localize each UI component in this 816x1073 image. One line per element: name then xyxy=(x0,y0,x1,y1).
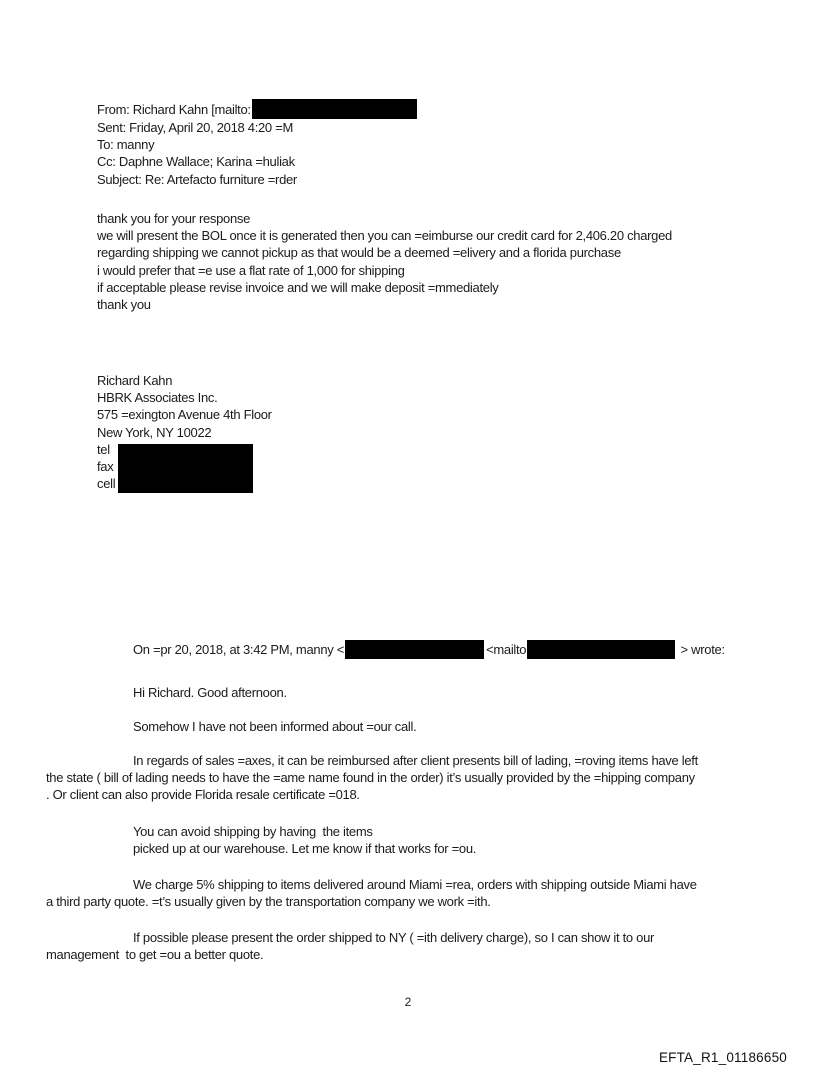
quoted-attribution-line xyxy=(133,640,725,659)
signature-tel-label: tel xyxy=(97,441,110,457)
quoted-paragraph-ny-quote-line: management to get =ou a better quote. xyxy=(46,947,264,962)
quoted-paragraph-avoid-shipping-line: You can avoid shipping by having the items xyxy=(133,824,373,839)
body-line: thank you for your response xyxy=(97,211,251,226)
header-subject-line: Subject: Re: Artefacto furniture =rder xyxy=(97,171,297,187)
page-number: 2 xyxy=(404,995,412,1009)
redaction-sender-email xyxy=(345,640,484,659)
header-from-line xyxy=(97,99,417,119)
redaction-from-email-address xyxy=(252,99,417,119)
header-cc-line: Cc: Daphne Wallace; Karina =huliak xyxy=(97,154,295,170)
signature-name: Richard Kahn xyxy=(97,373,173,388)
body-line: i would prefer that =e use a flat rate of 1,000 for shipping xyxy=(97,262,405,278)
body-line: we will present the BOL once it is generated then you can =eimburse our credit card for 2,406.20 charged xyxy=(97,228,672,244)
quoted-paragraph-ny-quote-line: If possible please present the order shipped to NY ( =ith delivery charge), so I can show it to our xyxy=(133,930,655,945)
bates-number: EFTA_R1_01186650 xyxy=(658,1050,787,1065)
quoted-paragraph-avoid-shipping-line: picked up at our warehouse. Let me know if that works for =ou. xyxy=(133,841,477,856)
redaction-phone-numbers xyxy=(118,444,253,493)
quoted-paragraph-shipping-charge-line: We charge 5% shipping to items delivered around Miami =rea, orders with shipping outside Miami have xyxy=(133,877,697,892)
body-line: regarding shipping we cannot pickup as that would be a deemed =elivery and a florida purchase xyxy=(97,245,621,261)
quoted-paragraph-shipping-charge-line: a third party quote. =t’s usually given by the transportation company we work =ith. xyxy=(46,894,491,909)
quoted-paragraph-not-informed: Somehow I have not been informed about =our call. xyxy=(133,719,417,734)
quoted-paragraph-sales-tax-line: . Or client can also provide Florida resale certificate =018. xyxy=(46,787,360,802)
redaction-mailto-address xyxy=(527,640,675,659)
signature-address-line1: 575 =exington Avenue 4th Floor xyxy=(97,407,272,423)
quoted-paragraph-sales-tax-line: the state ( bill of lading needs to have the =ame name found in the order) it’s usually provided by the =hipping company xyxy=(46,770,695,785)
signature-company: HBRK Associates Inc. xyxy=(97,390,218,406)
header-from-text: From: Richard Kahn [mailto: xyxy=(97,102,251,117)
body-line: thank you xyxy=(97,297,151,313)
email-body-block xyxy=(97,210,672,313)
attribution-mailto-text: <mailto xyxy=(486,642,527,657)
signature-cell-label: cell xyxy=(97,476,116,492)
header-sent-line: Sent: Friday, April 20, 2018 4:20 =M xyxy=(97,120,293,135)
quoted-greeting: Hi Richard. Good afternoon. xyxy=(133,685,287,700)
attribution-suffix-text: > wrote: xyxy=(677,642,725,657)
email-header-block xyxy=(97,99,417,188)
header-to-line: To: manny xyxy=(97,137,155,153)
quoted-paragraph-sales-tax-line: In regards of sales =axes, it can be reimbursed after client presents bill of lading, =roving items have left xyxy=(133,753,698,768)
attribution-prefix-text: On =pr 20, 2018, at 3:42 PM, manny < xyxy=(133,642,345,657)
signature-fax-label: fax xyxy=(97,459,114,475)
body-line: if acceptable please revise invoice and we will make deposit =mmediately xyxy=(97,279,499,295)
signature-address-line2: New York, NY 10022 xyxy=(97,424,212,440)
